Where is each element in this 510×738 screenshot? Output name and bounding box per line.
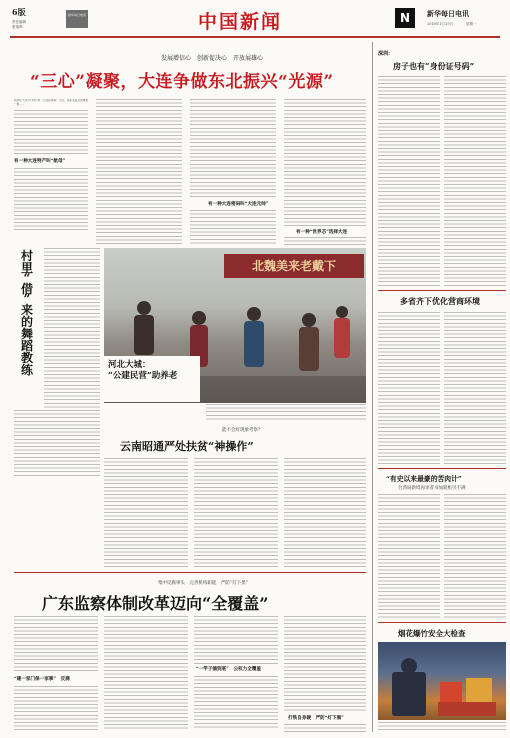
editor-label: 责任编辑 [12, 20, 26, 24]
yunnan-body-col3 [284, 458, 366, 568]
masthead-rule [10, 36, 500, 38]
lead-body-col3-b [190, 210, 276, 245]
rightmid-rule [378, 468, 506, 469]
lead-subhead-3: 有一种“世界芯”选择大连 [296, 230, 348, 235]
guangdong-subhead-3: 打铁自身硬 严防“灯下黑” [288, 716, 344, 721]
lead-body-col1: 新华社大连1月28日电（记者赵承等）大连，是东北振兴的重要一极…… [14, 99, 88, 106]
small-logo [66, 10, 88, 28]
guangdong-body-col4a [284, 616, 366, 712]
lead-body-col4-b [284, 237, 366, 245]
guangdong-subhead-2: “建一家门保一家事” 反腐 [14, 677, 70, 682]
multiprov-headline: 多省齐下优化营商环境 [400, 296, 480, 306]
rightmid-body-col1 [378, 494, 440, 618]
rightmid-subheadline: 台湾局新境再审者书加就机引不满 [398, 486, 466, 491]
guangdong-kicker: 集中反腐事头 完善机构职能 严防“灯下黑” [157, 581, 249, 586]
fireworks-caption [378, 722, 506, 732]
lead-body-col1-lines-b [14, 168, 88, 232]
lead-body-col1-lines [14, 110, 88, 156]
issue-weekday: 星期一 [466, 22, 477, 26]
guangdong-body-col1-b [14, 686, 98, 730]
village-title-char-9: 蹈 [20, 339, 33, 353]
village-title-char-3: “ [23, 271, 31, 285]
village-title-char-1: 村 [20, 249, 33, 263]
rightmid-body-col2 [444, 494, 506, 618]
village-body-col1 [44, 248, 100, 408]
page-number: 6版 [12, 7, 26, 17]
multiprov-body-col2 [444, 312, 506, 464]
yunnan-headline: 云南昭通严处扶贫“神操作” [120, 440, 254, 453]
guangdong-body-col1 [14, 616, 98, 672]
village-title-char-5: ” [23, 292, 31, 306]
fireworks-headline: 烟花爆竹安全大检查 [398, 629, 466, 638]
guangdong-body-col3a [194, 616, 278, 664]
multiprov-body-col1 [378, 312, 440, 464]
photo-caption-title-1: 河北大城： [108, 360, 151, 370]
paper-logo: N [395, 8, 415, 28]
masthead [0, 0, 510, 36]
fireworks-photo [378, 642, 506, 720]
small-logo-text: 新华每日电讯 [67, 13, 86, 17]
lead-headline: “三心”凝聚，大连争做东北振兴“光源” [30, 72, 334, 92]
shenzhen-headline: 房子也有“身份证号码” [393, 61, 475, 71]
photo-caption-title-2: “公建民营”助养老 [108, 371, 178, 381]
guangdong-subhead-1: “一竿子插到底” 公权力全覆盖 [196, 667, 262, 672]
village-title-char-7: 的 [20, 315, 33, 329]
fireworks-rule [378, 622, 506, 623]
village-title-char-10: 教 [20, 351, 33, 365]
lead-subhead-1: 有一种大连特产叫“航母” [14, 159, 66, 164]
lead-body-col2 [96, 99, 182, 244]
lead-body-col4 [284, 99, 366, 227]
photo-caption-box [104, 356, 200, 402]
yunnan-body-col1 [104, 458, 188, 568]
village-title-char-4: 借 [20, 282, 33, 296]
shenzhen-tag: 深圳： [378, 51, 394, 57]
village-title [16, 250, 38, 375]
village-title-char-8: 舞 [20, 327, 33, 341]
village-title-char-2: 里 [20, 261, 33, 275]
yunnan-body-col2 [194, 458, 278, 568]
rightmid-headline: “有史以来最豪的苦肉计” [386, 475, 462, 483]
lead-kicker: 发展增信心 创新促决心 开放展雄心 [160, 55, 263, 62]
lead-subhead-2: 有一种大连密码叫“大连元帅” [208, 202, 269, 207]
multiprov-rule [378, 290, 506, 291]
guangdong-headline: 广东监察体制改革迈向“全覆盖” [42, 594, 269, 613]
village-title-char-11: 练 [20, 363, 33, 377]
guangdong-body-col3b [194, 676, 278, 730]
photo-caption-text [206, 404, 366, 422]
fireworks-photo-figures [378, 642, 506, 720]
village-title-char-6: 来 [20, 303, 33, 317]
section-title: 中国新闻 [198, 11, 283, 33]
lead-body-col3 [190, 99, 276, 199]
shenzhen-body-col1 [378, 76, 440, 286]
guangdong-rule [14, 572, 366, 573]
page-number-badge [12, 7, 34, 32]
issue-date: 2018年1月29日 [427, 22, 454, 26]
paper-name: 新华每日电讯 [427, 9, 469, 18]
village-body-wide [14, 410, 100, 476]
shenzhen-body-col2 [444, 76, 506, 286]
editor-name: 张逸鸣 [12, 25, 23, 29]
photo-banner-text: 北魏美来老戴下 [251, 259, 336, 273]
yunnan-kicker: 能不会好现象考察？ [222, 428, 263, 433]
guangdong-body-col4b [284, 724, 366, 732]
right-column-divider [372, 42, 373, 732]
guangdong-body-col2 [104, 616, 188, 730]
